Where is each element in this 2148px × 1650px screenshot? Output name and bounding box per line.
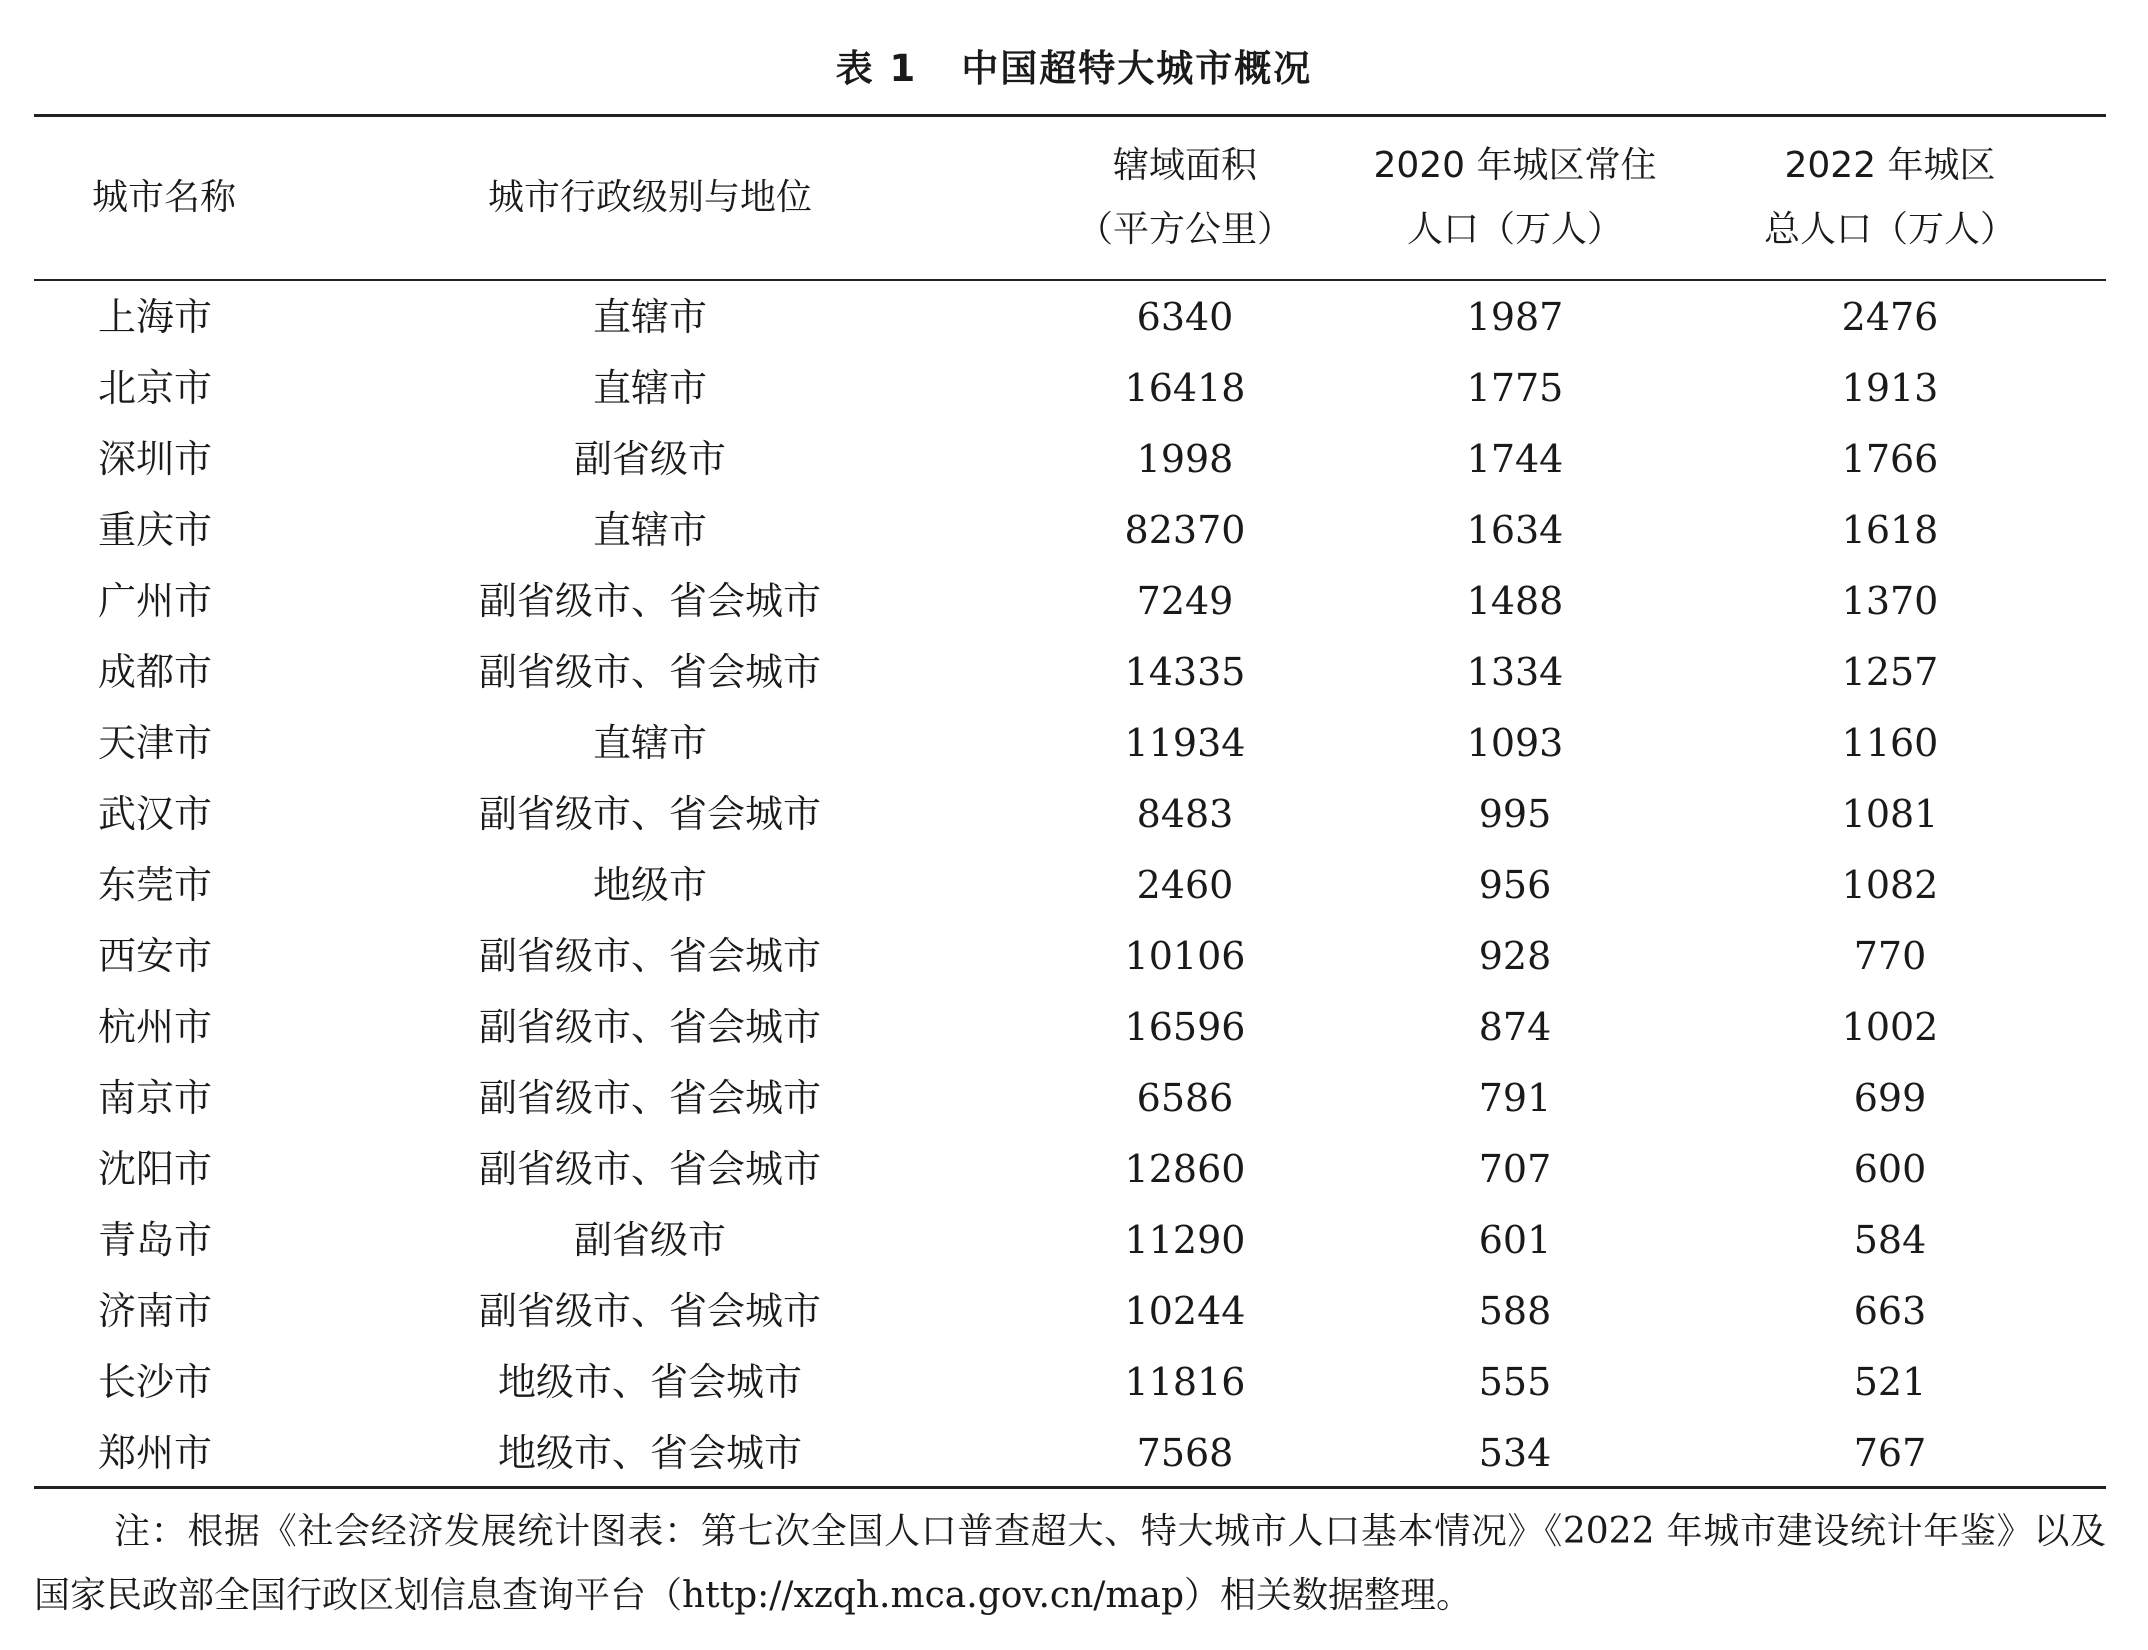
cell-population-2020: 874 bbox=[1478, 1005, 1552, 1049]
cell-city-name: 济南市 bbox=[97, 1289, 212, 1333]
table-row bbox=[0, 1205, 2148, 1276]
cell-city-name: 天津市 bbox=[97, 721, 212, 765]
table-row bbox=[0, 1347, 2148, 1418]
cell-population-2020: 1987 bbox=[1466, 295, 1564, 339]
cell-city-name: 广州市 bbox=[97, 579, 212, 623]
cell-population-2020: 601 bbox=[1478, 1218, 1552, 1262]
cell-population-2022: 2476 bbox=[1841, 295, 1939, 339]
cell-population-2020: 1744 bbox=[1466, 437, 1564, 481]
cell-area: 12860 bbox=[1124, 1147, 1246, 1191]
table-row bbox=[0, 566, 2148, 637]
header-population-2020: 2020 年城区常住 人口（万人） bbox=[1373, 145, 1657, 250]
cell-area: 14335 bbox=[1124, 650, 1246, 694]
cell-population-2022: 584 bbox=[1853, 1218, 1927, 1262]
cell-population-2022: 767 bbox=[1853, 1431, 1927, 1475]
cell-area: 6586 bbox=[1136, 1076, 1234, 1120]
cell-population-2020: 1334 bbox=[1466, 650, 1564, 694]
cell-population-2020: 555 bbox=[1478, 1360, 1552, 1404]
header-admin-level: 城市行政级别与地位 bbox=[487, 177, 812, 218]
cell-admin-level: 副省级市、省会城市 bbox=[478, 1076, 821, 1120]
cell-population-2022: 1082 bbox=[1841, 863, 1939, 907]
cell-area: 16418 bbox=[1124, 366, 1246, 410]
cell-city-name: 郑州市 bbox=[97, 1431, 212, 1475]
table-row bbox=[0, 353, 2148, 424]
cell-population-2020: 791 bbox=[1478, 1076, 1552, 1120]
cell-admin-level: 副省级市、省会城市 bbox=[478, 792, 821, 836]
cell-area: 16596 bbox=[1124, 1005, 1246, 1049]
cell-admin-level: 副省级市、省会城市 bbox=[478, 1147, 821, 1191]
table-row bbox=[0, 779, 2148, 850]
cell-population-2022: 1913 bbox=[1841, 366, 1939, 410]
cell-population-2022: 663 bbox=[1853, 1289, 1927, 1333]
table-row bbox=[0, 1063, 2148, 1134]
cell-population-2020: 1093 bbox=[1466, 721, 1564, 765]
table-caption bbox=[0, 38, 2148, 92]
cell-population-2022: 699 bbox=[1853, 1076, 1927, 1120]
cell-admin-level: 副省级市、省会城市 bbox=[478, 650, 821, 694]
cell-area: 7249 bbox=[1136, 579, 1234, 623]
cell-population-2022: 1160 bbox=[1841, 721, 1939, 765]
cell-area: 1998 bbox=[1136, 437, 1234, 481]
table-row bbox=[0, 1276, 2148, 1347]
cell-population-2020: 995 bbox=[1478, 792, 1552, 836]
header-city-name: 城市名称 bbox=[91, 177, 236, 218]
header-population-2022: 2022 年城区 总人口（万人） bbox=[1763, 145, 2016, 250]
cell-population-2022: 1081 bbox=[1841, 792, 1939, 836]
table-row bbox=[0, 1418, 2148, 1489]
table-row bbox=[0, 708, 2148, 779]
cell-admin-level: 副省级市、省会城市 bbox=[478, 934, 821, 978]
table-number: 表 1 bbox=[835, 47, 918, 90]
cell-population-2022: 1766 bbox=[1841, 437, 1939, 481]
cell-city-name: 沈阳市 bbox=[97, 1147, 212, 1191]
cell-city-name: 长沙市 bbox=[97, 1360, 212, 1404]
cell-population-2020: 928 bbox=[1478, 934, 1552, 978]
cell-population-2022: 521 bbox=[1853, 1360, 1927, 1404]
cell-city-name: 武汉市 bbox=[97, 792, 212, 836]
table-row bbox=[0, 282, 2148, 353]
cell-area: 10244 bbox=[1124, 1289, 1246, 1333]
cell-admin-level: 副省级市、省会城市 bbox=[478, 579, 821, 623]
table-row bbox=[0, 637, 2148, 708]
cell-population-2022: 1002 bbox=[1841, 1005, 1939, 1049]
cell-admin-level: 副省级市 bbox=[573, 437, 726, 481]
cell-population-2022: 770 bbox=[1853, 934, 1927, 978]
cell-area: 10106 bbox=[1124, 934, 1246, 978]
cell-city-name: 青岛市 bbox=[97, 1218, 212, 1262]
cell-population-2020: 1634 bbox=[1466, 508, 1564, 552]
cell-population-2022: 1257 bbox=[1841, 650, 1939, 694]
cell-city-name: 上海市 bbox=[97, 295, 212, 339]
cell-admin-level: 直辖市 bbox=[592, 366, 707, 410]
cell-area: 7568 bbox=[1136, 1431, 1234, 1475]
cell-area: 6340 bbox=[1136, 295, 1234, 339]
cell-population-2020: 707 bbox=[1478, 1147, 1552, 1191]
table-title: 中国超特大城市概况 bbox=[961, 47, 1313, 90]
table-body bbox=[0, 282, 2148, 1489]
cell-admin-level: 直辖市 bbox=[592, 721, 707, 765]
table-row bbox=[0, 850, 2148, 921]
cell-area: 11816 bbox=[1124, 1360, 1246, 1404]
cell-city-name: 东莞市 bbox=[97, 863, 212, 907]
table-row bbox=[0, 992, 2148, 1063]
cell-admin-level: 副省级市、省会城市 bbox=[478, 1005, 821, 1049]
table-row bbox=[0, 921, 2148, 992]
cell-population-2020: 956 bbox=[1478, 863, 1552, 907]
cell-admin-level: 地级市 bbox=[592, 863, 707, 907]
cell-area: 8483 bbox=[1136, 792, 1234, 836]
table-row bbox=[0, 495, 2148, 566]
cell-city-name: 西安市 bbox=[97, 934, 212, 978]
cell-admin-level: 地级市、省会城市 bbox=[497, 1431, 802, 1475]
cell-population-2020: 1775 bbox=[1466, 366, 1564, 410]
cell-population-2022: 1370 bbox=[1841, 579, 1939, 623]
table-header-rule bbox=[34, 279, 2106, 281]
header-area: 辖域面积 （平方公里） bbox=[1076, 145, 1293, 250]
table-note: 注：根据《社会经济发展统计图表：第七次全国人口普查超大、特大城市人口基本情况》《2022 年城市建设统计年鉴》以及国家民政部全国行政区划信息查询平台（http://xzqh.mca.gov.cn/map）相关数据整理。 bbox=[34, 1511, 2106, 1616]
table-row bbox=[0, 424, 2148, 495]
cell-city-name: 深圳市 bbox=[97, 437, 212, 481]
cell-population-2020: 1488 bbox=[1466, 579, 1564, 623]
cell-population-2020: 588 bbox=[1478, 1289, 1552, 1333]
cell-admin-level: 副省级市 bbox=[573, 1218, 726, 1262]
table-row bbox=[0, 1134, 2148, 1205]
cell-area: 82370 bbox=[1124, 508, 1246, 552]
cell-city-name: 北京市 bbox=[97, 366, 212, 410]
cell-city-name: 南京市 bbox=[97, 1076, 212, 1120]
cell-city-name: 杭州市 bbox=[97, 1005, 212, 1049]
cell-population-2022: 600 bbox=[1853, 1147, 1927, 1191]
cell-city-name: 重庆市 bbox=[97, 508, 212, 552]
cell-area: 2460 bbox=[1136, 863, 1234, 907]
cell-city-name: 成都市 bbox=[97, 650, 212, 694]
cell-population-2020: 534 bbox=[1478, 1431, 1552, 1475]
table-bottom-rule bbox=[34, 1486, 2106, 1489]
cell-admin-level: 直辖市 bbox=[592, 508, 707, 552]
cell-admin-level: 副省级市、省会城市 bbox=[478, 1289, 821, 1333]
cell-admin-level: 地级市、省会城市 bbox=[497, 1360, 802, 1404]
cell-area: 11934 bbox=[1124, 721, 1246, 765]
cell-area: 11290 bbox=[1124, 1218, 1246, 1262]
cell-admin-level: 直辖市 bbox=[592, 295, 707, 339]
cell-population-2022: 1618 bbox=[1841, 508, 1939, 552]
